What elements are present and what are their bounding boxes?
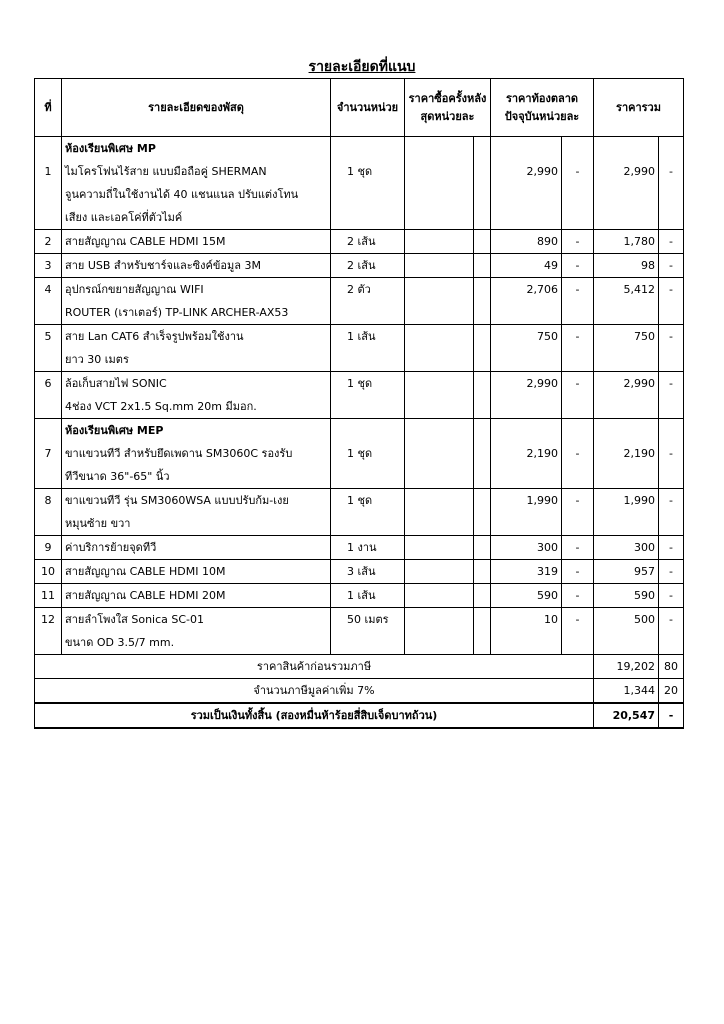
market-price-decimal-text: -	[575, 330, 580, 343]
market-price-value	[491, 584, 562, 608]
total-decimal	[659, 489, 684, 536]
item-quantity	[331, 560, 405, 584]
market-price-value-text: 319	[537, 565, 558, 578]
summary-body	[35, 655, 684, 729]
total-value	[594, 608, 659, 655]
market-price-value-text: 2,990	[526, 377, 558, 390]
total-decimal-text: -	[669, 613, 673, 626]
description-line: ไมโครโฟนไร้สาย แบบมือถือคู่ SHERMAN	[65, 165, 267, 178]
market-price-decimal	[562, 536, 594, 560]
items-table	[34, 78, 684, 729]
market-price-decimal-text: -	[575, 283, 580, 296]
item-number	[35, 372, 62, 419]
description-line: 4ช่อง VCT 2x1.5 Sq.mm 20m มีมอก.	[65, 400, 257, 413]
total-value-text: 750	[634, 330, 656, 343]
market-price-decimal	[562, 325, 594, 372]
description-line: สายสัญญาณ CABLE HDMI 15M	[65, 235, 226, 248]
last-price-value	[405, 608, 474, 655]
total-value	[594, 584, 659, 608]
table-row	[35, 560, 684, 584]
header-quantity: จำนวนหน่วย	[331, 79, 405, 137]
vat-decimal: 20	[659, 679, 684, 704]
market-price-value	[491, 560, 562, 584]
description-line: ROUTER (เราเตอร์) TP-LINK ARCHER-AX53	[65, 306, 289, 319]
item-quantity	[331, 254, 405, 278]
market-price-decimal-text: -	[575, 259, 580, 272]
description-line: หมุนซ้าย ขวา	[65, 517, 131, 530]
market-price-value	[491, 536, 562, 560]
market-price-decimal	[562, 230, 594, 254]
table-row	[35, 536, 684, 560]
item-number	[35, 254, 62, 278]
market-price-decimal	[562, 372, 594, 419]
item-number	[35, 536, 62, 560]
market-price-value	[491, 254, 562, 278]
market-price-value-text: 1,990	[526, 494, 558, 507]
item-description	[62, 584, 331, 608]
description-line: สายสัญญาณ CABLE HDMI 10M	[65, 565, 226, 578]
last-price-decimal	[474, 278, 491, 325]
description-line: ขาแขวนทีวี รุ่น SM3060WSA แบบปรับก้ม-เงย	[65, 494, 289, 507]
item-quantity	[331, 584, 405, 608]
item-quantity	[331, 419, 405, 489]
last-price-decimal	[474, 230, 491, 254]
item-number-text: 11	[41, 589, 55, 602]
last-price-decimal	[474, 137, 491, 230]
item-description	[62, 560, 331, 584]
total-value	[594, 489, 659, 536]
total-value	[594, 137, 659, 230]
total-decimal-text: -	[669, 165, 673, 178]
vat-label: จำนวนภาษีมูลค่าเพิ่ม 7%	[35, 679, 594, 704]
item-description	[62, 254, 331, 278]
total-value	[594, 278, 659, 325]
item-number-text: 3	[44, 259, 52, 272]
item-number	[35, 419, 62, 489]
item-number	[35, 560, 62, 584]
item-quantity	[331, 278, 405, 325]
item-quantity	[331, 372, 405, 419]
table-row	[35, 608, 684, 655]
last-price-value	[405, 372, 474, 419]
last-price-value	[405, 489, 474, 536]
market-price-value	[491, 230, 562, 254]
item-quantity-text: 1 ชุด	[347, 494, 373, 507]
total-value-text: 2,990	[623, 165, 656, 178]
item-number-text: 4	[44, 283, 52, 296]
item-quantity-text: 50 เมตร	[347, 613, 389, 626]
description-line: ขนาด OD 3.5/7 mm.	[65, 636, 175, 649]
last-price-decimal	[474, 254, 491, 278]
item-quantity-text: 2 ตัว	[347, 283, 371, 296]
item-number	[35, 608, 62, 655]
table-row	[35, 372, 684, 419]
market-price-decimal	[562, 560, 594, 584]
item-quantity	[331, 230, 405, 254]
description-line: ยาว 30 เมตร	[65, 353, 129, 366]
last-price-decimal	[474, 372, 491, 419]
market-price-value-text: 2,990	[526, 165, 558, 178]
market-price-decimal-text: -	[575, 541, 580, 554]
item-quantity-text: 1 ชุด	[347, 377, 373, 390]
item-number-text: 6	[44, 377, 52, 390]
market-price-decimal-text: -	[575, 565, 580, 578]
market-price-decimal	[562, 278, 594, 325]
total-value-text: 5,412	[623, 283, 656, 296]
item-quantity	[331, 325, 405, 372]
item-description	[62, 536, 331, 560]
description-line: ทีวีขนาด 36"-65" นิ้ว	[65, 470, 170, 483]
subtotal-label: ราคาสินค้าก่อนรวมภาษี	[35, 655, 594, 679]
market-price-value-text: 10	[544, 613, 558, 626]
vat-row	[35, 679, 684, 704]
total-value	[594, 254, 659, 278]
description-line: สายลำโพงใส Sonica SC-01	[65, 613, 205, 626]
market-price-value-text: 300	[537, 541, 558, 554]
item-quantity-text: 2 เส้น	[347, 259, 376, 272]
total-decimal	[659, 137, 684, 230]
item-number	[35, 489, 62, 536]
total-value-text: 957	[634, 565, 656, 578]
item-number-text: 8	[44, 494, 52, 507]
header-total: ราคารวม	[594, 79, 684, 137]
total-decimal-text: -	[669, 565, 673, 578]
item-description	[62, 372, 331, 419]
total-decimal	[659, 372, 684, 419]
description-line: ขาแขวนทีวี สำหรับยึดเพดาน SM3060C รองรับ	[65, 447, 293, 460]
market-price-value-text: 2,190	[526, 447, 558, 460]
total-decimal	[659, 608, 684, 655]
last-price-value	[405, 137, 474, 230]
item-description	[62, 278, 331, 325]
total-decimal	[659, 419, 684, 489]
item-description	[62, 325, 331, 372]
market-price-value-text: 49	[544, 259, 558, 272]
description-line: สายสัญญาณ CABLE HDMI 20M	[65, 589, 226, 602]
table-row	[35, 254, 684, 278]
item-number-text: 7	[44, 447, 52, 460]
last-price-value	[405, 325, 474, 372]
item-number-text: 9	[44, 541, 52, 554]
table-row	[35, 230, 684, 254]
description-line: ล้อเก็บสายไฟ SONIC	[65, 377, 167, 390]
last-price-value	[405, 584, 474, 608]
item-quantity-text: 1 งาน	[347, 541, 377, 554]
item-quantity	[331, 489, 405, 536]
item-quantity-text: 2 เส้น	[347, 235, 376, 248]
table-row	[35, 584, 684, 608]
market-price-decimal-text: -	[575, 613, 580, 626]
market-price-value	[491, 489, 562, 536]
total-value	[594, 560, 659, 584]
last-price-value	[405, 560, 474, 584]
description-line: อุปกรณ์กขยายสัญญาณ WIFI	[65, 283, 204, 296]
document-title: รายละเอียดที่แนบ	[308, 59, 416, 75]
item-number	[35, 325, 62, 372]
description-line: ค่าบริการย้ายจุดทีวี	[65, 541, 157, 554]
market-price-value	[491, 419, 562, 489]
header-row	[35, 79, 684, 137]
total-value-text: 590	[634, 589, 656, 602]
item-description	[62, 419, 331, 489]
table-row	[35, 278, 684, 325]
total-decimal	[659, 278, 684, 325]
item-number-text: 10	[41, 565, 55, 578]
description-line: สาย USB สำหรับชาร์จและซิงค์ข้อมูล 3M	[65, 259, 261, 272]
total-decimal	[659, 584, 684, 608]
total-decimal-text: -	[669, 541, 673, 554]
market-price-decimal	[562, 608, 594, 655]
last-price-value	[405, 230, 474, 254]
total-decimal-text: -	[669, 447, 673, 460]
total-value-text: 2,190	[623, 447, 656, 460]
header-market-price: ราคาท้องตลาดปัจจุบันหน่วยละ	[491, 79, 594, 137]
total-value-text: 500	[634, 613, 656, 626]
description-line: สาย Lan CAT6 สำเร็จรูปพร้อมใช้งาน	[65, 330, 244, 343]
last-price-decimal	[474, 536, 491, 560]
item-number-text: 2	[44, 235, 52, 248]
last-price-decimal	[474, 419, 491, 489]
grand-total-row	[35, 703, 684, 728]
table-row	[35, 419, 684, 489]
total-value	[594, 372, 659, 419]
total-value-text: 300	[634, 541, 656, 554]
item-quantity-text: 1 ชุด	[347, 165, 373, 178]
total-value-text: 1,990	[623, 494, 656, 507]
item-number-text: 12	[41, 613, 55, 626]
total-decimal-text: -	[669, 235, 673, 248]
grand-total-value: 20,547	[594, 703, 659, 728]
item-number	[35, 278, 62, 325]
market-price-value	[491, 278, 562, 325]
item-number-text: 1	[44, 165, 52, 178]
market-price-decimal	[562, 419, 594, 489]
total-decimal	[659, 560, 684, 584]
item-quantity-text: 1 เส้น	[347, 330, 376, 343]
last-price-decimal	[474, 584, 491, 608]
grand-total-decimal: -	[659, 703, 684, 728]
market-price-value-text: 750	[537, 330, 558, 343]
description-line: เสียง และเอคโค่ที่ตัวไมค์	[65, 211, 183, 224]
market-price-value	[491, 137, 562, 230]
market-price-value-text: 2,706	[526, 283, 558, 296]
item-quantity	[331, 137, 405, 230]
total-decimal	[659, 254, 684, 278]
market-price-value	[491, 608, 562, 655]
item-number	[35, 584, 62, 608]
item-description	[62, 230, 331, 254]
item-description	[62, 489, 331, 536]
subtotal-value: 19,202	[594, 655, 659, 679]
total-decimal-text: -	[669, 283, 673, 296]
market-price-decimal	[562, 584, 594, 608]
items-body	[35, 137, 684, 655]
item-number	[35, 137, 62, 230]
market-price-decimal	[562, 254, 594, 278]
subtotal-row	[35, 655, 684, 679]
total-decimal	[659, 536, 684, 560]
total-value-text: 1,780	[623, 235, 656, 248]
table-row	[35, 489, 684, 536]
total-decimal-text: -	[669, 377, 673, 390]
grand-total-label: รวมเป็นเงินทั้งสิ้น (สองหมื่นห้าร้อยสี่สิบเจ็ดบาทถ้วน)	[35, 703, 594, 728]
last-price-value	[405, 536, 474, 560]
total-value-text: 2,990	[623, 377, 656, 390]
market-price-decimal-text: -	[575, 165, 580, 178]
last-price-value	[405, 419, 474, 489]
market-price-value-text: 590	[537, 589, 558, 602]
subtotal-decimal: 80	[659, 655, 684, 679]
total-decimal-text: -	[669, 494, 673, 507]
last-price-value	[405, 254, 474, 278]
item-number	[35, 230, 62, 254]
last-price-decimal	[474, 608, 491, 655]
last-price-decimal	[474, 325, 491, 372]
market-price-value	[491, 372, 562, 419]
market-price-decimal-text: -	[575, 447, 580, 460]
total-decimal-text: -	[669, 589, 673, 602]
market-price-decimal-text: -	[575, 235, 580, 248]
item-description	[62, 608, 331, 655]
item-number-text: 5	[44, 330, 52, 343]
market-price-decimal-text: -	[575, 589, 580, 602]
table-row	[35, 325, 684, 372]
total-decimal-text: -	[669, 259, 673, 272]
total-value	[594, 325, 659, 372]
market-price-value-text: 890	[537, 235, 558, 248]
item-quantity	[331, 536, 405, 560]
total-value	[594, 230, 659, 254]
total-value	[594, 536, 659, 560]
header-description: รายละเอียดของพัสดุ	[62, 79, 331, 137]
total-decimal-text: -	[669, 330, 673, 343]
last-price-value	[405, 278, 474, 325]
table-row	[35, 137, 684, 230]
last-price-decimal	[474, 560, 491, 584]
item-quantity-text: 1 ชุด	[347, 447, 373, 460]
header-no: ที่	[35, 79, 62, 137]
item-description	[62, 137, 331, 230]
total-value	[594, 419, 659, 489]
section-heading: ห้องเรียนพิเศษ MP	[65, 142, 156, 155]
item-quantity-text: 1 เส้น	[347, 589, 376, 602]
market-price-decimal-text: -	[575, 494, 580, 507]
item-quantity-text: 3 เส้น	[347, 565, 376, 578]
last-price-decimal	[474, 489, 491, 536]
total-decimal	[659, 230, 684, 254]
header-last-price: ราคาซื้อครั้งหลังสุดหน่วยละ	[405, 79, 491, 137]
total-decimal	[659, 325, 684, 372]
market-price-decimal	[562, 489, 594, 536]
market-price-decimal-text: -	[575, 377, 580, 390]
total-value-text: 98	[641, 259, 656, 272]
section-heading: ห้องเรียนพิเศษ MEP	[65, 424, 164, 437]
description-line: จูนความถี่ในใช้งานได้ 40 แชนแนล ปรับแต่งโทน	[65, 188, 299, 201]
vat-value: 1,344	[594, 679, 659, 704]
market-price-value	[491, 325, 562, 372]
item-quantity	[331, 608, 405, 655]
market-price-decimal	[562, 137, 594, 230]
